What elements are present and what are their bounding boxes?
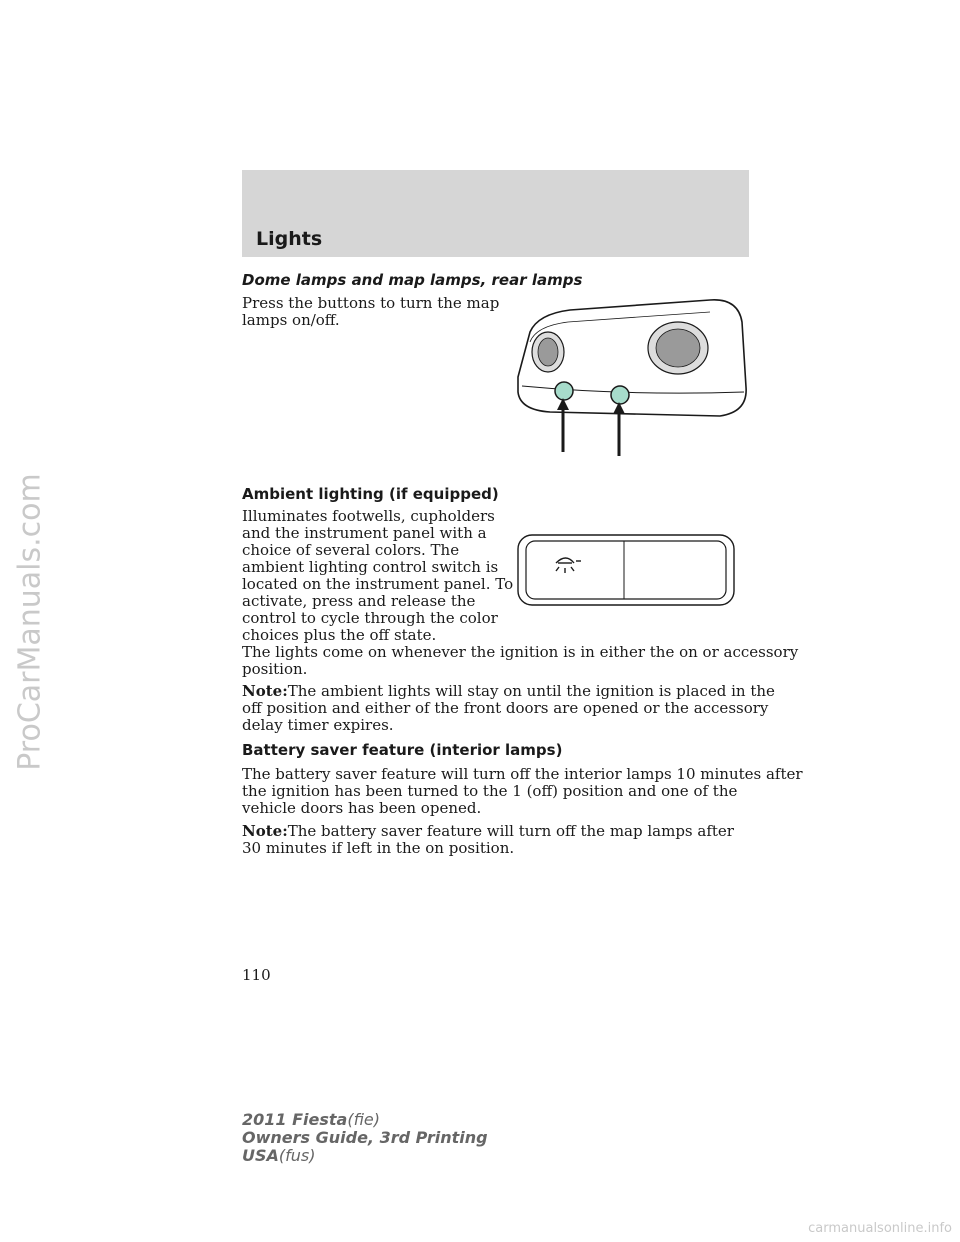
dome-lamps-text: Press the buttons to turn the map lamps on/off. <box>242 294 500 329</box>
battery-saver-text: The battery saver feature will turn off the interior lamps 10 minutes after the ignition has been turned to the 1 (off) position and one of the vehicle doors has been opened. <box>242 765 803 817</box>
heading-battery-saver: Battery saver feature (interior lamps) <box>242 741 563 759</box>
ambient-switch-figure <box>516 533 738 607</box>
section-header <box>242 170 749 257</box>
ambient-para2: The lights come on whenever the ignition is in either the on or accessory position. <box>242 643 799 678</box>
footer: 2011 Fiesta(fie) Owners Guide, 3rd Printing USA(fus) <box>242 1110 488 1165</box>
left-map-lamp-button[interactable] <box>555 382 573 400</box>
page-number: 110 <box>242 966 271 984</box>
ambient-lighting-text: Illuminates footwells, cupholders and the instrument panel with a choice of several colors. The ambient lighting control switch is located on the instrument panel. To activate, press and release the control to cycle through the color choices plus the off state. <box>242 507 514 644</box>
heading-dome-lamps: Dome lamps and map lamps, rear lamps <box>242 271 583 289</box>
page-title: Lights <box>256 228 323 250</box>
bottom-watermark: carmanualsonline.info <box>808 1221 952 1236</box>
battery-saver-note: Note:The battery saver feature will turn off the map lamps after 30 minutes if left in the on position. <box>242 822 734 857</box>
heading-ambient-lighting: Ambient lighting (if equipped) <box>242 485 499 503</box>
map-lamp-console-figure <box>510 292 750 458</box>
ambient-note: Note:The ambient lights will stay on until the ignition is placed in the off position and either of the front doors are opened or the accessory delay timer expires. <box>242 682 775 734</box>
side-watermark: ProCarManuals.com <box>12 473 48 771</box>
right-map-lamp-button[interactable] <box>611 386 629 404</box>
